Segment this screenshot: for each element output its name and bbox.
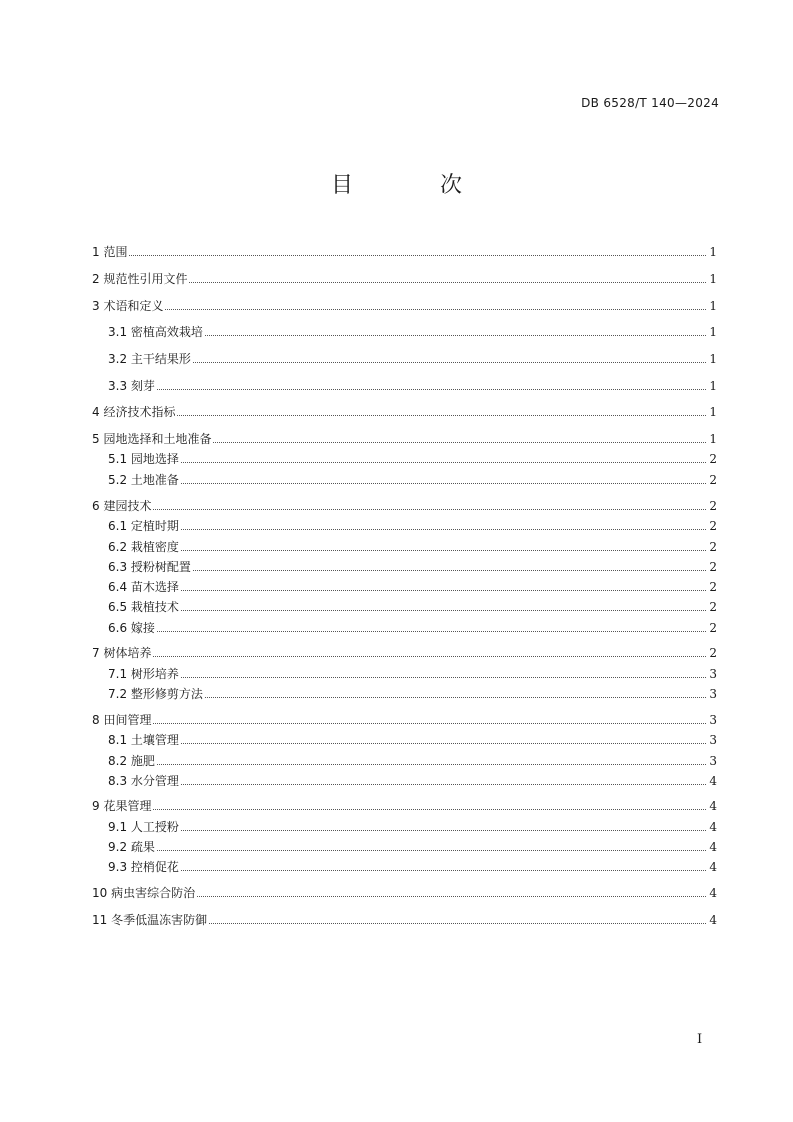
toc-entry[interactable] bbox=[92, 884, 717, 900]
toc-entry-page: 3 bbox=[709, 667, 717, 681]
toc-entry-label: 规范性引用文件 bbox=[103, 272, 188, 286]
toc-entry[interactable] bbox=[92, 270, 717, 286]
toc-entry-page: 2 bbox=[709, 540, 717, 554]
toc-entry-number: 4 bbox=[92, 405, 104, 419]
page-title: 目 次 bbox=[331, 173, 502, 198]
toc-entry-page: 4 bbox=[709, 913, 717, 927]
toc-entry-page: 4 bbox=[709, 886, 717, 900]
toc-entry-label: 土壤管理 bbox=[130, 733, 179, 747]
toc-entry[interactable] bbox=[108, 619, 717, 635]
toc-entry-number: 8.3 bbox=[108, 774, 131, 788]
toc-dot-leader bbox=[213, 441, 706, 443]
toc-entry-label: 栽植密度 bbox=[130, 540, 179, 554]
toc-entry[interactable] bbox=[108, 752, 717, 768]
toc-dot-leader bbox=[177, 414, 706, 416]
toc-entry-label: 树形培养 bbox=[130, 667, 179, 681]
toc-dot-leader bbox=[189, 281, 706, 283]
toc-entry[interactable] bbox=[92, 797, 717, 813]
toc-entry[interactable] bbox=[92, 911, 717, 927]
toc-dot-leader bbox=[181, 589, 706, 591]
toc-entry-label: 施肥 bbox=[130, 754, 155, 768]
toc-entry-number: 8 bbox=[92, 713, 104, 727]
toc-entry-number: 10 bbox=[92, 886, 112, 900]
toc-entry-number: 6.6 bbox=[108, 621, 131, 635]
toc-dot-leader bbox=[181, 461, 706, 463]
toc-entry-label: 经济技术指标 bbox=[103, 405, 176, 419]
toc-entry-page: 2 bbox=[709, 646, 717, 660]
toc-entry-number: 7 bbox=[92, 646, 104, 660]
toc-entry-page: 1 bbox=[709, 245, 717, 259]
toc-entry-page: 1 bbox=[709, 325, 717, 339]
standard-code: DB 6528/T 140—2024 bbox=[581, 96, 719, 110]
toc-entry-label: 范围 bbox=[103, 245, 128, 259]
toc-entry-number: 6.4 bbox=[108, 580, 131, 594]
toc-entry[interactable] bbox=[108, 323, 717, 339]
toc-entry[interactable] bbox=[92, 403, 717, 419]
toc-entry-page: 2 bbox=[709, 580, 717, 594]
toc-entry[interactable] bbox=[92, 711, 717, 727]
toc-entry[interactable] bbox=[108, 838, 717, 854]
toc-entry-page: 1 bbox=[709, 299, 717, 313]
toc-entry-label: 园地选择 bbox=[130, 452, 179, 466]
toc-entry-number: 7.1 bbox=[108, 667, 131, 681]
toc-entry[interactable] bbox=[108, 818, 717, 834]
toc-entry-label: 定植时期 bbox=[130, 519, 179, 533]
toc-entry-number: 9.3 bbox=[108, 860, 131, 874]
toc-entry-number: 7.2 bbox=[108, 687, 131, 701]
toc-entry[interactable] bbox=[108, 731, 717, 747]
toc-entry-number: 11 bbox=[92, 913, 112, 927]
toc-entry-label: 主干结果形 bbox=[130, 352, 191, 366]
toc-entry-label: 树体培养 bbox=[103, 646, 152, 660]
toc-dot-leader bbox=[205, 696, 706, 698]
toc-entry-number: 3.2 bbox=[108, 352, 131, 366]
toc-entry-label: 苗木选择 bbox=[130, 580, 179, 594]
toc-entry-label: 整形修剪方法 bbox=[130, 687, 203, 701]
toc-entry-number: 6.3 bbox=[108, 560, 131, 574]
toc-dot-leader bbox=[153, 655, 706, 657]
toc-entry-label: 授粉树配置 bbox=[130, 560, 191, 574]
toc-entry-page: 2 bbox=[709, 499, 717, 513]
toc-entry-number: 9 bbox=[92, 799, 104, 813]
toc-entry-page: 3 bbox=[709, 754, 717, 768]
toc-entry-label: 土地准备 bbox=[130, 473, 179, 487]
toc-entry-label: 密植高效栽培 bbox=[130, 325, 203, 339]
toc-entry-number: 9.2 bbox=[108, 840, 131, 854]
toc-entry-page: 2 bbox=[709, 473, 717, 487]
toc-entry-number: 5.1 bbox=[108, 452, 131, 466]
toc-entry[interactable] bbox=[92, 497, 717, 513]
toc-entry-number: 8.1 bbox=[108, 733, 131, 747]
toc-entry-page: 3 bbox=[709, 713, 717, 727]
toc-entry[interactable] bbox=[108, 377, 717, 393]
toc-entry[interactable] bbox=[108, 578, 717, 594]
toc-entry-label: 建园技术 bbox=[103, 499, 152, 513]
toc-entry-number: 5 bbox=[92, 432, 104, 446]
toc-dot-leader bbox=[181, 676, 706, 678]
toc-entry-number: 9.1 bbox=[108, 820, 131, 834]
toc-dot-leader bbox=[181, 528, 706, 530]
toc-entry-page: 2 bbox=[709, 600, 717, 614]
toc-dot-leader bbox=[153, 722, 706, 724]
toc-entry-page: 1 bbox=[709, 405, 717, 419]
toc-dot-leader bbox=[181, 549, 706, 551]
toc-dot-leader bbox=[129, 254, 706, 256]
toc-entry-number: 6.5 bbox=[108, 600, 131, 614]
toc-entry-label: 疏果 bbox=[130, 840, 155, 854]
toc-entry[interactable] bbox=[108, 598, 717, 614]
toc-dot-leader bbox=[181, 829, 706, 831]
toc-dot-leader bbox=[181, 482, 706, 484]
toc-entry-label: 控梢促花 bbox=[130, 860, 179, 874]
toc-entry[interactable] bbox=[108, 858, 717, 874]
toc-entry-page: 1 bbox=[709, 432, 717, 446]
toc-entry-page: 2 bbox=[709, 519, 717, 533]
toc-entry-label: 冬季低温冻害防御 bbox=[111, 913, 208, 927]
toc-entry-label: 病虫害综合防治 bbox=[111, 886, 196, 900]
toc-entry[interactable] bbox=[108, 471, 717, 487]
toc-dot-leader bbox=[153, 508, 706, 510]
toc-dot-leader bbox=[157, 388, 706, 390]
toc-entry-page: 2 bbox=[709, 452, 717, 466]
toc-entry-number: 5.2 bbox=[108, 473, 131, 487]
toc-entry-label: 田间管理 bbox=[103, 713, 152, 727]
toc-entry-number: 6.1 bbox=[108, 519, 131, 533]
toc-entry-label: 水分管理 bbox=[130, 774, 179, 788]
toc-entry[interactable] bbox=[92, 644, 717, 660]
toc-dot-leader bbox=[209, 922, 706, 924]
toc-dot-leader bbox=[193, 569, 706, 571]
toc-dot-leader bbox=[153, 808, 706, 810]
toc-dot-leader bbox=[181, 742, 706, 744]
toc-entry-label: 嫁接 bbox=[130, 621, 155, 635]
toc-entry-number: 3.1 bbox=[108, 325, 131, 339]
toc-entry-label: 刻芽 bbox=[130, 379, 155, 393]
toc-entry-page: 3 bbox=[709, 733, 717, 747]
toc-entry-page: 4 bbox=[709, 860, 717, 874]
toc-dot-leader bbox=[181, 609, 706, 611]
toc-entry-page: 4 bbox=[709, 840, 717, 854]
toc-dot-leader bbox=[157, 763, 706, 765]
toc-entry[interactable] bbox=[108, 665, 717, 681]
page-number: I bbox=[697, 1032, 703, 1047]
toc-dot-leader bbox=[205, 334, 706, 336]
toc-entry-number: 3.3 bbox=[108, 379, 131, 393]
toc-dot-leader bbox=[181, 869, 706, 871]
toc-dot-leader bbox=[181, 783, 706, 785]
toc-entry[interactable] bbox=[92, 243, 717, 259]
toc-entry-page: 3 bbox=[709, 687, 717, 701]
toc-entry-page: 4 bbox=[709, 774, 717, 788]
toc-entry[interactable] bbox=[108, 517, 717, 533]
toc-entry[interactable] bbox=[108, 772, 717, 788]
toc-dot-leader bbox=[157, 630, 706, 632]
toc-entry-page: 1 bbox=[709, 272, 717, 286]
toc-entry-number: 3 bbox=[92, 299, 104, 313]
toc-entry[interactable] bbox=[92, 297, 717, 313]
toc-entry-number: 8.2 bbox=[108, 754, 131, 768]
toc-entry-page: 1 bbox=[709, 352, 717, 366]
toc-entry-label: 园地选择和土地准备 bbox=[103, 432, 212, 446]
toc-entry-number: 1 bbox=[92, 245, 104, 259]
toc-entry[interactable] bbox=[108, 538, 717, 554]
toc-dot-leader bbox=[193, 361, 706, 363]
toc-entry[interactable] bbox=[92, 430, 717, 446]
toc-entry[interactable] bbox=[108, 685, 717, 701]
toc-dot-leader bbox=[165, 308, 706, 310]
toc-entry-label: 花果管理 bbox=[103, 799, 152, 813]
toc-entry-number: 6 bbox=[92, 499, 104, 513]
toc-entry-label: 术语和定义 bbox=[103, 299, 164, 313]
toc-entry-label: 人工授粉 bbox=[130, 820, 179, 834]
toc-entry-page: 2 bbox=[709, 560, 717, 574]
toc-entry-number: 2 bbox=[92, 272, 104, 286]
toc-entry-number: 6.2 bbox=[108, 540, 131, 554]
toc-entry[interactable] bbox=[108, 450, 717, 466]
toc-dot-leader bbox=[157, 849, 706, 851]
toc-entry-page: 4 bbox=[709, 799, 717, 813]
toc-entry-page: 2 bbox=[709, 621, 717, 635]
toc-entry-page: 4 bbox=[709, 820, 717, 834]
toc-entry-label: 栽植技术 bbox=[130, 600, 179, 614]
toc-entry-page: 1 bbox=[709, 379, 717, 393]
toc-dot-leader bbox=[197, 895, 706, 897]
toc-entry[interactable] bbox=[108, 558, 717, 574]
toc-entry[interactable] bbox=[108, 350, 717, 366]
